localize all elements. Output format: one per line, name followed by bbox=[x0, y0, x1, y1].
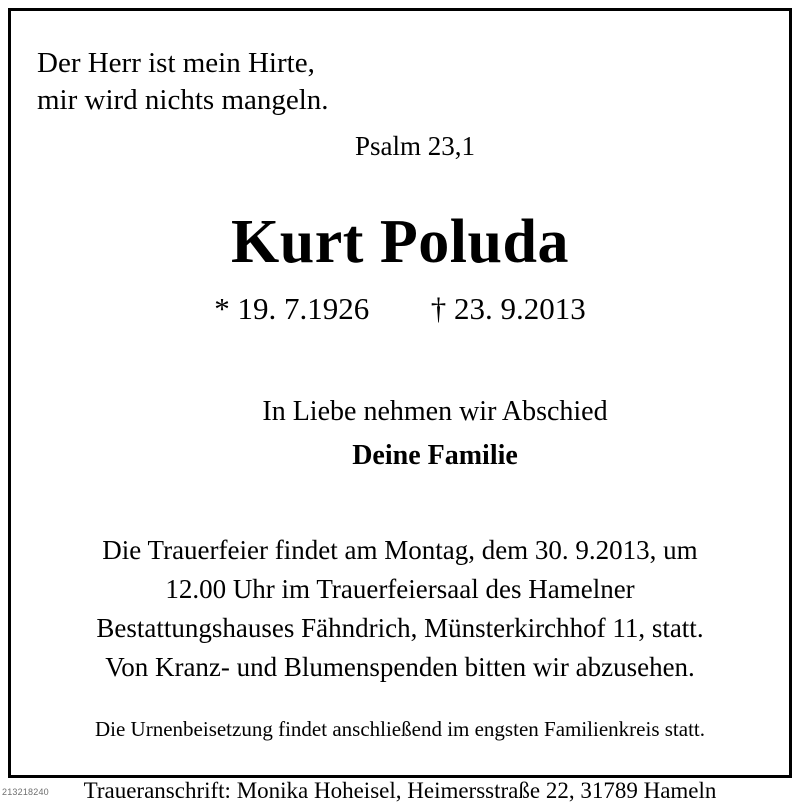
urn-burial-note: Die Urnenbeisetzung findet anschließend im engsten Familienkreis statt. bbox=[94, 717, 705, 742]
verse-line-2: mir wird nichts mangeln. bbox=[37, 84, 329, 117]
birth-symbol-icon: * bbox=[214, 291, 230, 327]
reference-id: 213218240 bbox=[2, 787, 49, 797]
cross-symbol-icon: † bbox=[430, 291, 447, 327]
ceremony-line-3: Bestattungshauses Fähndrich, Münsterkirchhof 11, statt. bbox=[96, 613, 704, 644]
farewell-family: Deine Familie bbox=[352, 440, 518, 472]
farewell-message bbox=[37, 393, 763, 475]
birth-date: 19. 7.1926 bbox=[237, 291, 370, 327]
ceremony-line-4: Von Kranz- und Blumenspenden bitten wir abzusehen. bbox=[105, 652, 695, 683]
death-date: 23. 9.2013 bbox=[454, 291, 586, 327]
ceremony-line-1: Die Trauerfeier findet am Montag, dem 30. 9.2013, um bbox=[102, 534, 698, 565]
verse-line-1: Der Herr ist mein Hirte, bbox=[37, 47, 315, 79]
life-dates bbox=[37, 291, 763, 327]
verse-source: Psalm 23,1 bbox=[354, 131, 475, 162]
ceremony-details bbox=[37, 531, 763, 688]
farewell-text: In Liebe nehmen wir Abschied bbox=[262, 396, 608, 428]
ceremony-line-2: 12.00 Uhr im Trauerfeiersaal des Hamelner bbox=[165, 574, 635, 605]
mourning-address: Traueranschrift: Monika Hoheisel, Heimersstraße 22, 31789 Hameln bbox=[83, 778, 717, 804]
bible-verse bbox=[37, 45, 763, 119]
deceased-name: Kurt Poluda bbox=[231, 208, 569, 277]
